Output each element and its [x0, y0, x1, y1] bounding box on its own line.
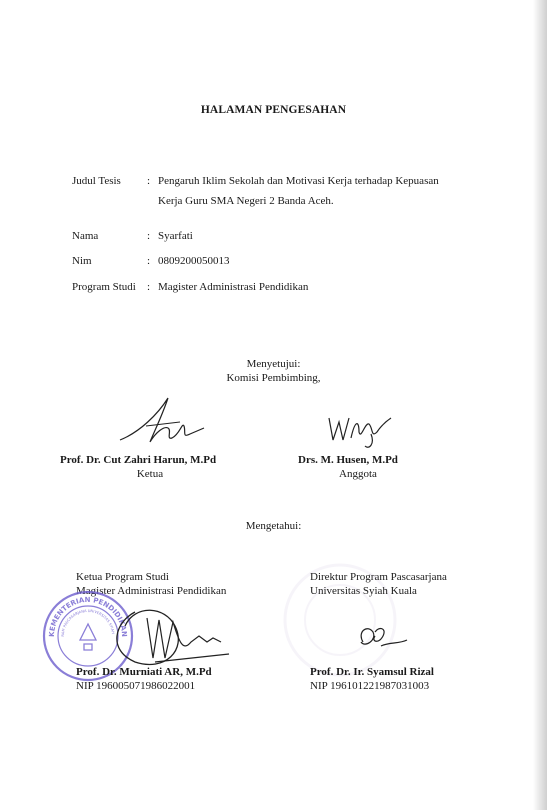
kaprodi-title1: Ketua Program Studi — [76, 571, 169, 583]
direktur-title1: Direktur Program Pascasarjana — [310, 571, 447, 583]
stamp-outer-text: KEMENTERIAN PENDIDIKAN — [47, 595, 129, 638]
kaprodi-nip: NIP 196005071986022001 — [76, 680, 196, 692]
prodi-label: Program Studi — [72, 281, 136, 293]
nama-label: Nama — [72, 230, 99, 242]
judul-label: Judul Tesis — [72, 175, 121, 187]
signature-ketua — [110, 392, 220, 452]
prodi-sep: : — [147, 281, 151, 293]
signature-kaprodi — [95, 602, 235, 672]
direktur-name: Prof. Dr. Ir. Syamsul Rizal — [310, 666, 434, 678]
nim-sep: : — [147, 255, 151, 267]
approval-subheading: Komisi Pembimbing, — [226, 372, 321, 384]
stamp-inner-text: RAM PASCASARJANA UNIVERSITAS SYIAH — [60, 608, 115, 637]
judul-line1: Pengaruh Iklim Sekolah dan Motivasi Kerja terhadap Kepuasan — [158, 175, 439, 187]
ketua-name: Prof. Dr. Cut Zahri Harun, M.Pd — [60, 454, 217, 466]
nama-sep: : — [147, 230, 151, 242]
anggota-role: Anggota — [339, 468, 377, 480]
direktur-title2: Universitas Syiah Kuala — [310, 585, 417, 597]
nim-label: Nim — [72, 255, 92, 267]
approval-heading: Menyetujui: — [246, 358, 301, 370]
judul-line2: Kerja Guru SMA Negeri 2 Banda Aceh. — [158, 195, 334, 207]
kaprodi-title2: Magister Administrasi Pendidikan — [76, 585, 227, 597]
prodi-value: Magister Administrasi Pendidikan — [158, 281, 309, 293]
direktur-nip: NIP 196101221987031003 — [310, 680, 430, 692]
anggota-name: Drs. M. Husen, M.Pd — [298, 454, 398, 466]
page-edge-shadow — [533, 0, 547, 810]
nim-value: 0809200050013 — [158, 255, 230, 267]
acknowledge-heading: Mengetahui: — [245, 520, 302, 532]
signature-anggota — [325, 410, 395, 450]
page-title: HALAMAN PENGESAHAN — [200, 104, 347, 116]
nama-value: Syarfati — [158, 230, 193, 242]
kaprodi-name: Prof. Dr. Murniati AR, M.Pd — [76, 666, 212, 678]
ketua-role: Ketua — [136, 468, 164, 480]
judul-sep: : — [147, 175, 151, 187]
signature-direktur — [355, 622, 411, 656]
